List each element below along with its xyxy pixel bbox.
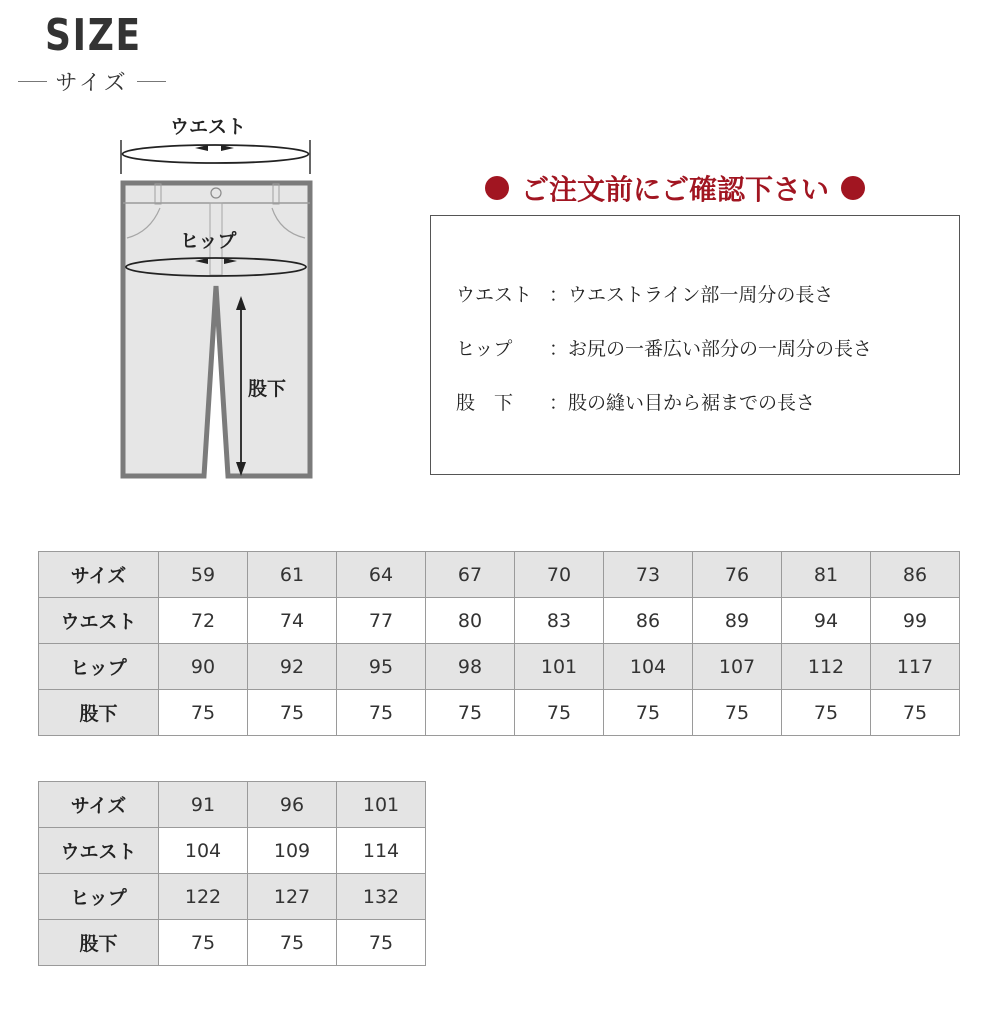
table-cell: 122 [159,874,248,920]
inseam-label: 股下 [248,378,287,400]
note-desc: ：股の縫い目から裾までの長さ [549,392,816,414]
table-cell: 91 [159,782,248,828]
row-header: 股下 [39,920,159,966]
divider-right [137,81,166,82]
table-cell: 104 [159,828,248,874]
row-header: ヒップ [39,874,159,920]
table-row-waist [39,598,960,644]
table-cell: 64 [337,552,426,598]
size-subheading-text: サイズ [55,71,129,96]
table-cell: 74 [248,598,337,644]
table-cell: 80 [426,598,515,644]
note-row-inseam [456,388,815,415]
table-cell: 98 [426,644,515,690]
table-cell: 59 [159,552,248,598]
bullet-dot-icon [485,176,509,200]
table-row-waist [39,828,426,874]
row-header: サイズ [39,782,159,828]
table-cell: 107 [693,644,782,690]
note-desc: ：ウエストライン部一周分の長さ [549,284,834,306]
table-cell: 81 [782,552,871,598]
table-row-hip [39,874,426,920]
table-cell: 75 [604,690,693,736]
table-cell: 132 [337,874,426,920]
table-cell: 95 [337,644,426,690]
table-cell: 117 [871,644,960,690]
table-cell: 75 [426,690,515,736]
table-cell: 86 [871,552,960,598]
table-cell: 101 [337,782,426,828]
table-cell: 86 [604,598,693,644]
table-cell: 76 [693,552,782,598]
table-row-size [39,552,960,598]
bullet-dot-icon [841,176,865,200]
table-cell: 77 [337,598,426,644]
table-cell: 75 [871,690,960,736]
row-header: サイズ [39,552,159,598]
table-cell: 75 [515,690,604,736]
note-row-waist [456,280,833,307]
table-cell: 127 [248,874,337,920]
row-header: 股下 [39,690,159,736]
notice-heading [485,168,865,208]
table-row-hip [39,644,960,690]
notice-box [430,215,960,475]
table-cell: 75 [337,920,426,966]
hip-label: ヒップ [180,230,237,252]
note-desc: ：お尻の一番広い部分の一周分の長さ [549,338,873,360]
table-cell: 99 [871,598,960,644]
note-key: ウエスト [456,284,533,306]
note-key: 股 下 [456,392,514,414]
divider-left [18,81,47,82]
table-cell: 112 [782,644,871,690]
pants-illustration [115,110,320,490]
table-cell: 94 [782,598,871,644]
table-row-inseam [39,920,426,966]
table-cell: 114 [337,828,426,874]
table-cell: 109 [248,828,337,874]
table-cell: 90 [159,644,248,690]
notice-heading-text: ご注文前にご確認下さい [521,173,830,206]
table-cell: 75 [248,690,337,736]
table-cell: 89 [693,598,782,644]
table-cell: 67 [426,552,515,598]
table-cell: 101 [515,644,604,690]
table-cell: 75 [248,920,337,966]
table-cell: 75 [159,690,248,736]
note-row-hip [456,334,872,361]
row-header: ヒップ [39,644,159,690]
table-cell: 61 [248,552,337,598]
table-cell: 96 [248,782,337,828]
table-cell: 70 [515,552,604,598]
table-cell: 104 [604,644,693,690]
size-table-1 [38,551,960,736]
note-key: ヒップ [456,338,513,360]
table-cell: 83 [515,598,604,644]
table-row-size [39,782,426,828]
table-cell: 92 [248,644,337,690]
size-heading: SIZE [45,10,142,61]
table-cell: 75 [159,920,248,966]
table-cell: 75 [337,690,426,736]
pants-diagram [115,110,320,490]
table-cell: 75 [782,690,871,736]
table-cell: 73 [604,552,693,598]
size-table-2 [38,781,426,966]
row-header: ウエスト [39,828,159,874]
table-cell: 72 [159,598,248,644]
size-subheading [18,66,166,97]
row-header: ウエスト [39,598,159,644]
waist-label: ウエスト [170,116,247,138]
table-cell: 75 [693,690,782,736]
table-row-inseam [39,690,960,736]
